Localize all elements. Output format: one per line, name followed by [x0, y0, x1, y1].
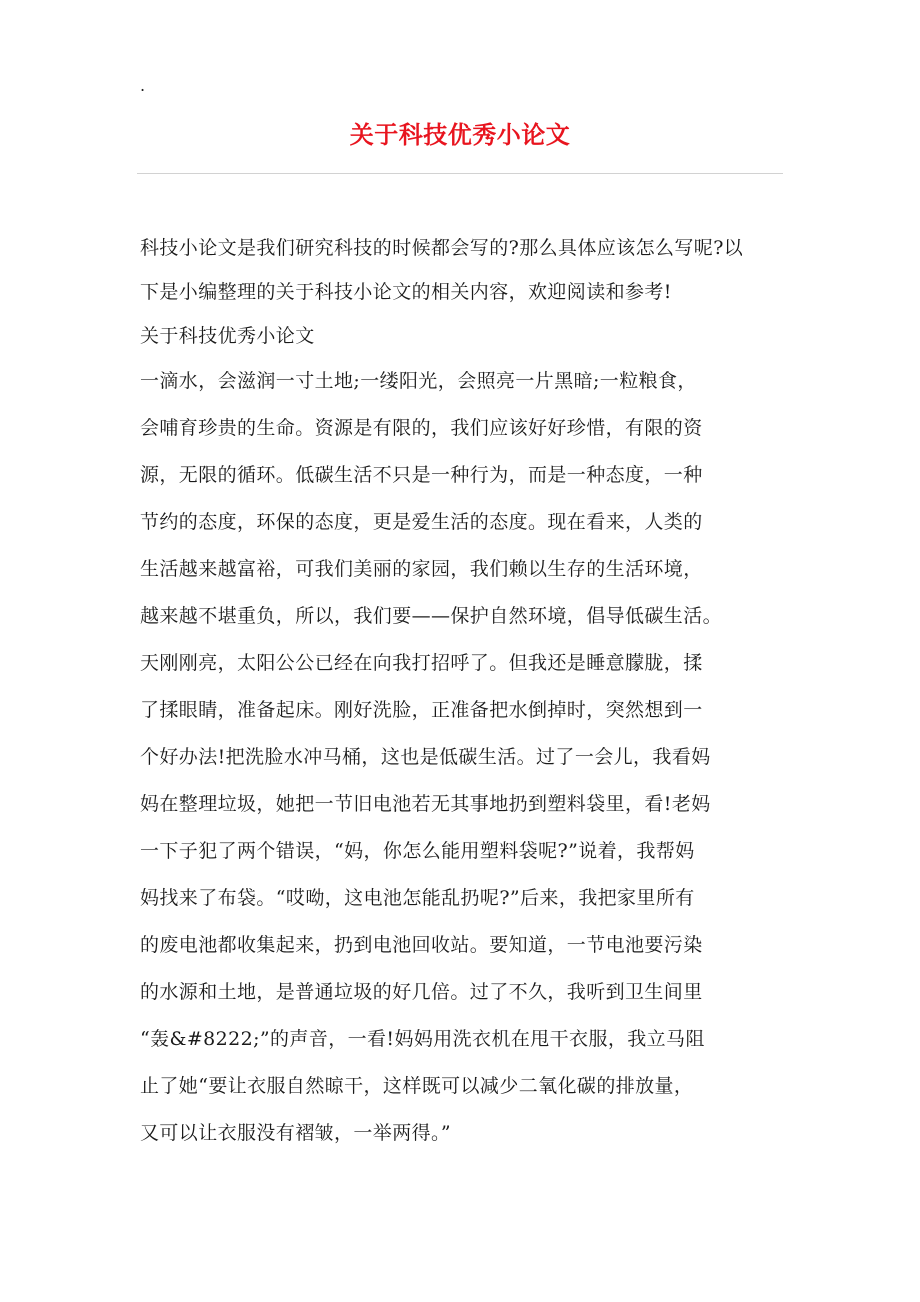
text-line: 一下子犯了两个错误，“妈，你怎么能用塑料袋呢?”说着，我帮妈 [140, 840, 695, 862]
text-line: 的废电池都收集起来，扔到电池回收站。要知道，一节电池要污染 [140, 934, 703, 956]
text-line: 了揉眼睛，准备起床。刚好洗脸，正准备把水倒掉时，突然想到一 [140, 699, 703, 721]
page-marker-dot: . [140, 76, 146, 95]
text-line: 源，无限的循环。低碳生活不只是一种行为，而是一种态度，一种 [140, 464, 703, 486]
text-line: 生活越来越富裕，可我们美丽的家园，我们赖以生存的生活环境， [140, 558, 703, 580]
article-body [140, 226, 820, 1157]
text-line: “轰&#8222;”的声音，一看!妈妈用洗衣机在甩干衣服，我立马阻 [140, 1028, 705, 1050]
text-line: 又可以让衣服没有褶皱，一举两得。” [140, 1122, 452, 1144]
text-line: 一滴水，会滋润一寸土地;一缕阳光，会照亮一片黑暗;一粒粮食， [140, 370, 697, 392]
text-line: 天刚刚亮，太阳公公已经在向我打招呼了。但我还是睡意朦胧，揉 [140, 652, 703, 674]
text-line: 越来越不堪重负，所以，我们要——保护自然环境，倡导低碳生活。 [140, 605, 723, 627]
text-line: 下是小编整理的关于科技小论文的相关内容，欢迎阅读和参考! [140, 281, 672, 303]
title-divider [137, 173, 783, 174]
document-title: 关于科技优秀小论文 [349, 121, 571, 149]
text-line: 妈在整理垃圾，她把一节旧电池若无其事地扔到塑料袋里，看!老妈 [140, 793, 711, 815]
text-line: 妈找来了布袋。“哎呦，这电池怎能乱扔呢?”后来，我把家里所有 [140, 887, 695, 909]
text-line: 科技小论文是我们研究科技的时候都会写的?那么具体应该怎么写呢?以 [140, 237, 744, 259]
text-line: 个好办法!把洗脸水冲马桶，这也是低碳生活。过了一会儿，我看妈 [140, 746, 711, 768]
text-line: 止了她“要让衣服自然晾干，这样既可以减少二氧化碳的排放量， [140, 1075, 694, 1097]
text-line: 的水源和土地，是普通垃圾的好几倍。过了不久，我听到卫生间里 [140, 981, 703, 1003]
text-line: 会哺育珍贵的生命。资源是有限的，我们应该好好珍惜，有限的资 [140, 417, 703, 439]
section-heading-line: 关于科技优秀小论文 [140, 325, 315, 347]
text-line: 节约的态度，环保的态度，更是爱生活的态度。现在看来，人类的 [140, 511, 703, 533]
